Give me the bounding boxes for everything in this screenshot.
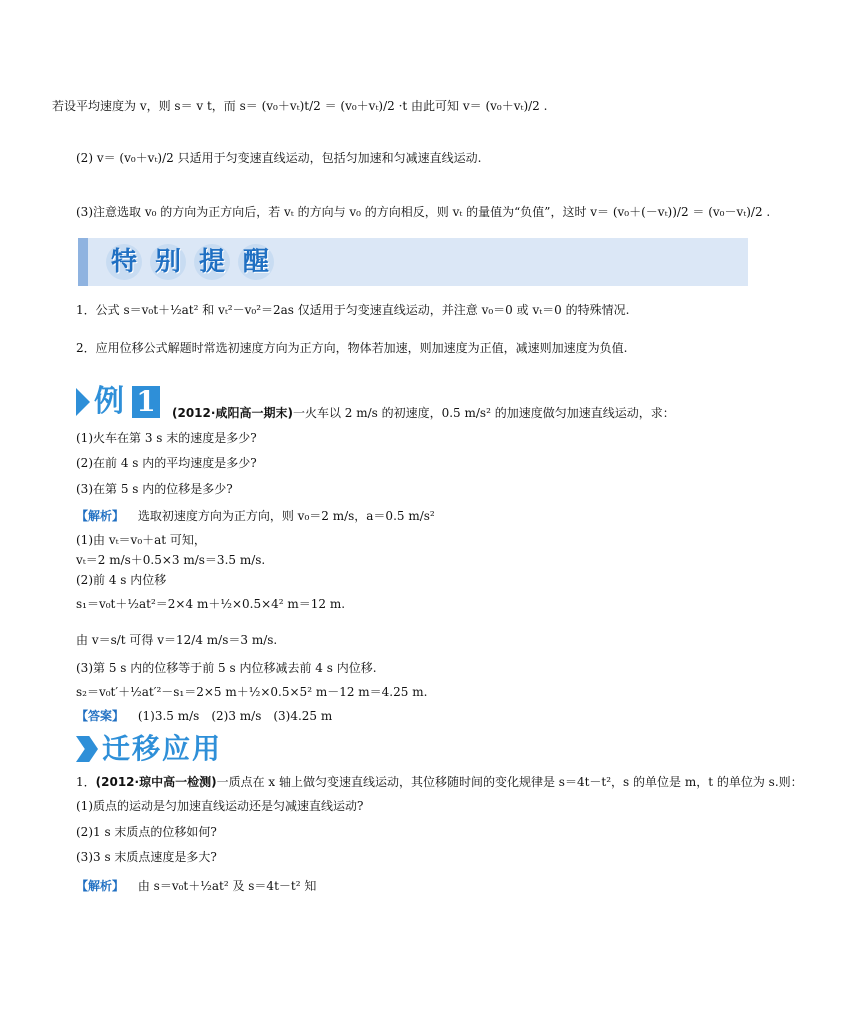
banner-char: 别 [150, 244, 186, 280]
apply-question-1: (1)质点的运动是匀加速直线运动还是匀减速直线运动? [76, 799, 364, 813]
note-item-2 [76, 150, 481, 166]
analysis-line: (2)前 4 s 内位移 [76, 573, 167, 587]
analysis-line: s₂＝v₀t′＋½at′²－s₁＝2×5 m＋½×0.5×5² m－12 m＝4.25 m. [76, 685, 428, 699]
example-analysis-head [76, 508, 435, 524]
analysis-line: vₜ＝2 m/s＋0.5×3 m/s＝3.5 m/s. [76, 553, 266, 567]
analysis-line: s₁＝v₀t＋½at²＝2×4 m＋½×0.5×4² m＝12 m. [76, 597, 346, 611]
apply-source: (2012·琼中高一检测) [95, 775, 217, 789]
apply-question-2: (2)1 s 末质点的位移如何? [76, 825, 217, 839]
apply-analysis-text: 由 s＝v₀t＋½at² 及 s＝4t－t² 知 [137, 879, 317, 893]
badge-arrow-icon [76, 388, 90, 416]
special-reminder-banner [78, 238, 748, 286]
apply-item-1 [76, 774, 803, 790]
apply-question-3: (3)3 s 末质点速度是多大? [76, 850, 217, 864]
note-item-3-text: (3)注意选取 v₀ 的方向为正方向后，若 vₜ 的方向与 v₀ 的方向相反，则 vₜ 的量值为“负值”，这时 v＝ (v₀＋(－vₜ))/2 ＝ (v₀－vₜ)/2 . [76, 205, 771, 219]
example-word: 例 [94, 384, 124, 419]
banner-char: 提 [194, 244, 230, 280]
banner-char: 醒 [238, 244, 274, 280]
analysis-line: 选取初速度方向为正方向，则 v₀＝2 m/s，a＝0.5 m/s² [137, 509, 435, 523]
reminder-2: 2．应用位移公式解题时常选初速度方向为正方向，物体若加速，则加速度为正值，减速则加速度为负值. [76, 341, 628, 355]
derivation-text: 若设平均速度为 v，则 s＝ v t，而 s＝ (v₀＋vₜ)t/2 ＝ (v₀＋vₜ)/2 ·t 由此可知 v＝ (v₀＋vₜ)/2 . [52, 99, 548, 113]
analysis-line: (3)第 5 s 内的位移等于前 5 s 内位移减去前 4 s 内位移. [76, 661, 377, 675]
apply-title: 迁移应用 [102, 732, 223, 765]
derivation-line [52, 98, 547, 114]
example-question-3: (3)在第 5 s 内的位移是多少? [76, 482, 233, 496]
analysis-tag: 【解析】 [76, 509, 125, 523]
example-answer [76, 708, 332, 724]
answer-tag: 【答案】 [76, 709, 125, 723]
apply-item-number: 1． [76, 775, 96, 789]
example-number: 1 [132, 386, 160, 418]
banner-title [106, 244, 274, 280]
analysis-tag: 【解析】 [76, 879, 125, 893]
play-arrow-icon [76, 736, 98, 762]
analysis-line: (1)由 vₜ＝v₀＋at 可知， [76, 533, 206, 547]
answer-text: (1)3.5 m/s (2)3 m/s (3)4.25 m [137, 709, 333, 723]
example-stem [172, 405, 675, 421]
banner-char: 特 [106, 244, 142, 280]
analysis-line: 由 v＝s/t 可得 v＝12/4 m/s＝3 m/s. [76, 633, 278, 647]
example-stem-text: 一火车以 2 m/s 的初速度，0.5 m/s² 的加速度做匀加速直线运动，求： [292, 406, 675, 420]
reminder-1: 1．公式 s＝v₀t＋½at² 和 vₜ²－v₀²＝2as 仅适用于匀变速直线运动，并注意 v₀＝0 或 vₜ＝0 的特殊情况. [76, 303, 630, 317]
apply-stem: 一质点在 x 轴上做匀变速直线运动，其位移随时间的变化规律是 s＝4t－t²，s 的单位是 m，t 的单位为 s.则： [216, 775, 803, 789]
example-question-1: (1)火车在第 3 s 末的速度是多少? [76, 431, 257, 445]
example-badge [76, 384, 164, 420]
apply-analysis [76, 878, 316, 894]
note-item-3 [76, 204, 770, 220]
example-question-2: (2)在前 4 s 内的平均速度是多少? [76, 456, 257, 470]
note-item-2-text: (2) v＝ (v₀＋vₜ)/2 只适用于匀变速直线运动，包括匀加速和匀减速直线运动. [76, 151, 482, 165]
example-source: (2012·咸阳高一期末) [172, 406, 293, 420]
